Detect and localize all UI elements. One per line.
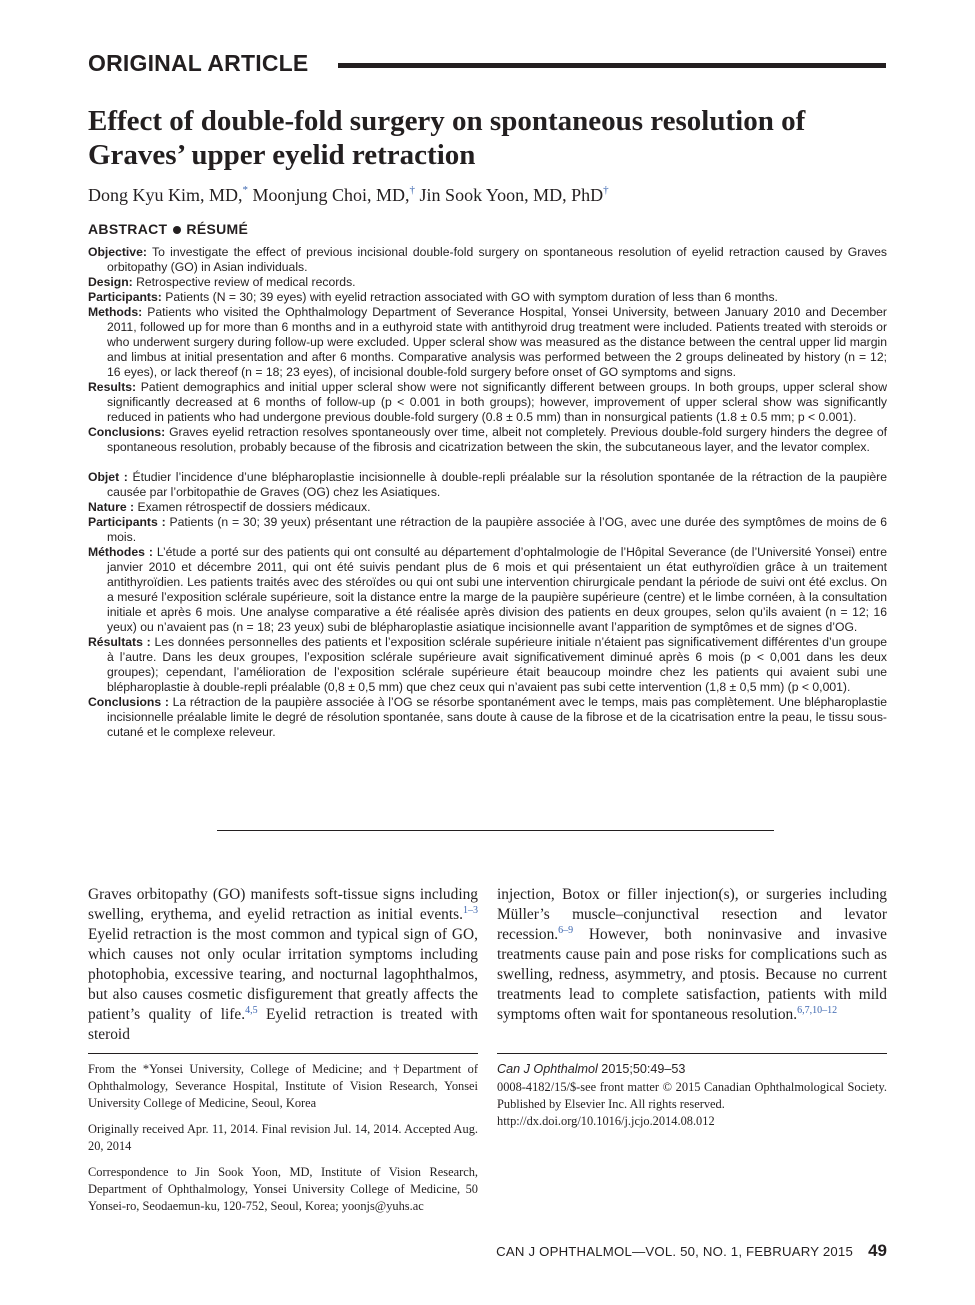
- resume-section-text: Les données personnelles des patients et l’exposition sclérale supérieure initiale n’étaient pas significativement différentes d’un groupe à l’autre. Dans les deux groupes, l’exposition sclérale supérieure avait significativement diminué après 6 mois (p < 0,001 dans les deux groupes); cependant, l’amélioration de l’exposition sclérale supérieure était beaucoup moindre chez les patients qui avaient subi une blépharoplastie à double-repli préalable (0,8 ± 0,5 mm) que chez ceux qui n’avaient pas subi cette intervention (1,8 ± 0,5 mm) (p < 0,001).: [107, 635, 887, 694]
- abstract-section: [88, 275, 887, 290]
- running-head: CAN J OPHTHALMOL—VOL. 50, NO. 1, FEBRUARY 2015: [496, 1244, 853, 1259]
- resume-section-label: Conclusions :: [88, 695, 169, 709]
- resume-section: [88, 500, 887, 515]
- journal-volume-pages: 2015;50:49–53: [597, 1062, 686, 1076]
- resume-section-text: La rétraction de la paupière associée à l’OG se résorbe spontanément avec le temps, mais pas complètement. Une blépharoplastie incisionnelle préalable limite le degré de résolution spontanée, sans doute à cause de la fibrose et de la cicatrisation entre la peau, le tissu sous-cutané et le complexe releveur.: [107, 695, 888, 739]
- journal-abbrev: Can J Ophthalmol: [497, 1062, 598, 1076]
- page-footer: [480, 1241, 887, 1265]
- copyright-note: 0008-4182/15/$-see front matter © 2015 Canadian Ophthalmological Society. Published by Elsevier Inc. All rights reserved.: [497, 1080, 887, 1111]
- author-footnote-mark[interactable]: *: [242, 184, 249, 196]
- abstract: [88, 245, 887, 740]
- resume-section-label: Nature :: [88, 500, 135, 514]
- page-number: 49: [868, 1241, 887, 1260]
- footnote-rule-left: [88, 1053, 478, 1054]
- abstract-section-text: Patient demographics and initial upper scleral show were not significantly different between groups. In both groups, upper scleral show significantly decreased at 6 months of follow-up (p < 0.001 in both groups); however, improvement of upper scleral show was significantly reduced in patients who had undergone previous double-fold surgery (0.8 ± 0.5 mm) than in nonsurgical patients (1.8 ± 0.5 mm; p < 0.001).: [107, 380, 887, 424]
- journal-citation: [497, 1061, 887, 1078]
- body-column-left: [88, 885, 478, 1045]
- resume-section-label: Objet :: [88, 470, 128, 484]
- abstract-section-label: Methods:: [88, 305, 143, 319]
- resume-section-text: Patients (n = 30; 39 yeux) présentant une rétraction de la paupière associée à l’OG, avec une durée des symptômes de moins de 6 mois.: [107, 515, 887, 544]
- resume-section: [88, 470, 887, 500]
- resume-section-text: Examen rétrospectif de dossiers médicaux.: [137, 500, 371, 514]
- abstract-section-label: Design:: [88, 275, 133, 289]
- received-note: Originally received Apr. 11, 2014. Final revision Jul. 14, 2014. Accepted Aug. 20, 2014: [88, 1122, 478, 1153]
- abstract-section-text: Patients (N = 30; 39 eyes) with eyelid retraction associated with GO with symptom duration of less than 6 months.: [165, 290, 778, 304]
- article-footnotes: [88, 1061, 478, 1224]
- author-footnote-mark[interactable]: †: [409, 184, 416, 196]
- reference-link[interactable]: 6–9: [558, 925, 574, 936]
- resume-section: [88, 515, 887, 545]
- section-header: [88, 50, 886, 80]
- article-title: Effect of double-fold surgery on spontaneous resolution of Graves’ upper eyelid retraction: [88, 105, 806, 171]
- resume-section-label: Participants :: [88, 515, 166, 529]
- abstract-separator: [217, 830, 774, 831]
- body-text: injection, Botox or filler injection(s), or surgeries including Müller’s muscle–conjunctival resection and levator recession.: [497, 886, 887, 943]
- resume-section: [88, 695, 887, 740]
- reference-link[interactable]: 6,7,10–12: [797, 1005, 838, 1016]
- abstract-section: [88, 245, 887, 275]
- reference-link[interactable]: 4,5: [245, 1005, 258, 1016]
- author-name: Dong Kyu Kim, MD,: [88, 185, 243, 205]
- header-rule: [338, 63, 886, 68]
- resume-section-label: Résultats :: [88, 635, 151, 649]
- abstract-section-text: Patients who visited the Ophthalmology Department of Severance Hospital, Yonsei University, between January 2010 and December 2011, followed up for more than 6 months and in a euthyroid state with antithyroid drug treatment were included. Patients treated with steroids or who underwent surgery during follow-up were excluded. Upper scleral show was measured as the distance between the central upper lid margin and limbus at initial presentation and after 6 months. Comparative analysis was performed between the 2 groups delineated by history (n = 12; 16 eyes), or lack thereof (n = 18; 23 eyes), of incisional double-fold surgery before onset of GO symptoms and signs.: [107, 305, 887, 379]
- doi-link[interactable]: http://dx.doi.org/10.1016/j.jcjo.2014.08.012: [497, 1114, 715, 1128]
- resume-section-text: L’étude a porté sur des patients qui ont consulté au département d’ophtalmologie de l’Hôpital Severance (de l’Université Yonsei) entre janvier 2010 et décembre 2011, qui ont été suivis pendant plus de 6 mois et qui présentaient un état euthyroïdien grâce à un traitement antithyroïdien. Les patients traités avec des stéroïdes ou qui ont subi une intervention chirurgicale pendant la période de suivi ont été exclus. On a mesuré l’exposition sclérale supérieure, soit la distance entre la marge de la paupière supérieure (centre) et le limbe cornéen, à la consultation initiale et après 6 mois. Une analyse comparative a été réalisée après division des patients en deux groupes, selon qu’ils avaient (n = 12; 16 yeux) ou n’avaient pas (n = 18; 23 yeux) subi de blépharoplastie asiatique incisionnelle avant l’apparition de symptômes et de signes d’OG.: [107, 545, 888, 634]
- abstract-section-label: Conclusions:: [88, 425, 166, 439]
- body-column-right: [497, 885, 887, 1025]
- resume-section-label: Méthodes :: [88, 545, 153, 559]
- resume-section: [88, 635, 887, 695]
- affiliation-note: From the *Yonsei University, College of Medicine; and †Department of Ophthalmology, Severance Hospital, Institute of Vision Research, Yonsei University College of Medicine, Seoul, Korea: [88, 1062, 478, 1110]
- abstract-section-text: Retrospective review of medical records.: [136, 275, 356, 289]
- abstract-heading: [88, 221, 248, 237]
- abstract-section-label: Results:: [88, 380, 137, 394]
- section-label: ORIGINAL ARTICLE: [88, 50, 309, 76]
- abstract-heading-fr: RÉSUMÉ: [186, 221, 249, 237]
- author-name: Jin Sook Yoon, MD, PhD: [419, 185, 604, 205]
- resume-section: [88, 545, 887, 635]
- publication-info: [497, 1061, 887, 1130]
- abstract-section: [88, 305, 887, 380]
- abstract-section-text: Graves eyelid retraction resolves spontaneously over time, albeit not completely. Previous double-fold surgery hinders the degree of spontaneous resolution, probably because of the fibrosis and cicatrization between the skin, the subcutaneous layer, and the levator complex.: [107, 425, 887, 454]
- bullet-dot-icon: [173, 226, 181, 234]
- abstract-section-label: Participants:: [88, 290, 162, 304]
- reference-link[interactable]: 1–3: [463, 905, 478, 916]
- resume-section-text: Étudier l’incidence d’une blépharoplastie incisionnelle à double-repli préalable sur la résolution spontanée de la rétraction de la paupière causée par l’orbitopathie de Graves (OG) chez les Asiatiques.: [107, 470, 888, 499]
- abstract-language-gap: [88, 455, 887, 470]
- body-text: Eyelid retraction is treated with steroid: [88, 1006, 478, 1043]
- abstract-section: [88, 380, 887, 425]
- body-text: Graves orbitopathy (GO) manifests soft-tissue signs including swelling, erythema, and eyelid retraction as initial events.: [88, 886, 478, 923]
- author-name: Moonjung Choi, MD,: [252, 185, 410, 205]
- author-footnote-mark[interactable]: †: [603, 184, 609, 196]
- abstract-heading-en: ABSTRACT: [88, 221, 168, 237]
- correspondence-note: Correspondence to Jin Sook Yoon, MD, Institute of Vision Research, Department of Ophthalmology, Yonsei University College of Medicine, 50 Yonsei-ro, Seodaemun-ku, 120-752, Seoul, Korea; yoonjs@yuhs.ac: [88, 1165, 478, 1213]
- abstract-section-label: Objective:: [88, 245, 147, 259]
- abstract-section: [88, 290, 887, 305]
- body-text: Eyelid retraction is the most common and typical sign of GO, which causes not only ocular irritation symptoms including photophobia, excessive tearing, and nocturnal lagophthalmos, but also causes cosmetic disfigurement that greatly affects the patient’s quality of life.: [88, 926, 478, 1023]
- body-text: However, both noninvasive and invasive treatments cause pain and pose risks for complications such as swelling, redness, asymmetry, and ptosis. Because no current treatments lead to complete satisfaction, patients with mild symptoms often wait for spontaneous resolution.: [497, 926, 887, 1023]
- abstract-section: [88, 425, 887, 455]
- author-list: [88, 178, 888, 207]
- footnote-rule-right: [497, 1053, 887, 1054]
- abstract-section-text: To investigate the effect of previous incisional double-fold surgery on spontaneous resolution of eyelid retraction caused by Graves orbitopathy (GO) in Asian individuals.: [107, 245, 888, 274]
